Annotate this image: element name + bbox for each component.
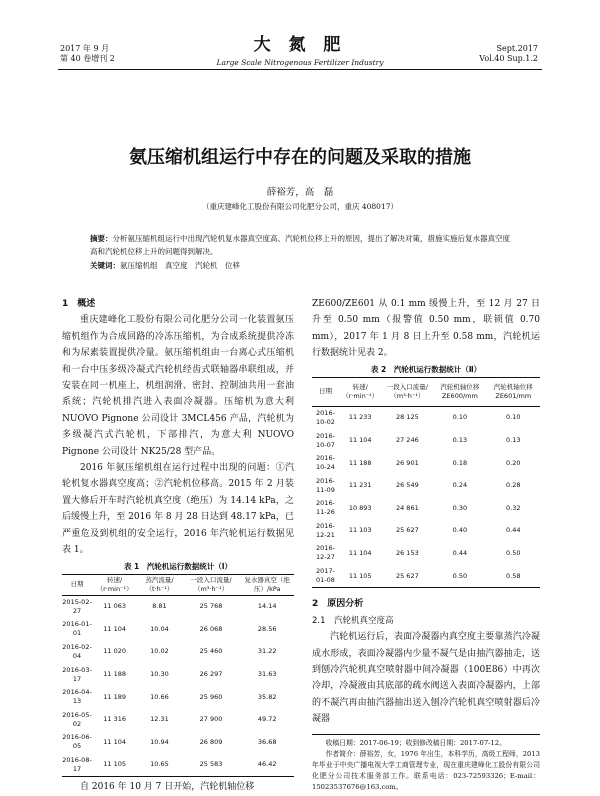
footnote-received: 收稿日期：2017-06-19；收到修改稿日期：2017-07-12。 (325, 738, 506, 747)
table-cell: 2016-05-02 (62, 710, 92, 728)
table-cell: 0.50 (433, 565, 486, 588)
footnote (312, 734, 540, 793)
table-cell: 24 861 (395, 503, 419, 512)
table-1-header-cell: 转速/（r·min⁻¹） (92, 574, 137, 595)
right-column (312, 296, 540, 793)
table-cell: 26 901 (395, 458, 419, 467)
table-cell: 25 768 (199, 602, 223, 611)
table-row (312, 406, 540, 429)
section-1-paragraph: 自 2016 年 10 月 7 日开始，汽轮机轴位移 (80, 782, 255, 793)
table-cell: 10 893 (348, 503, 372, 512)
table-row (312, 520, 540, 543)
table-cell: 26 068 (199, 624, 223, 633)
table-cell: 2016-02-04 (62, 642, 92, 660)
section-2-paragraph: 汽轮机运行后，表面冷凝器内真空度主要靠蒸汽冷凝成水形成，表面冷凝器内少量不凝气是由抽汽器抽走，送到刨冷汽轮机真空喷射器中间冷凝器（100E86）中再次冷却，冷凝液由其底部的疏水阀送入表面冷凝器内，上部的不凝汽再由抽汽器抽出送入刨冷汽轮机真空喷射器后冷凝器 (312, 632, 540, 725)
table-cell: 2016-06-05 (62, 733, 92, 751)
table-1-header-cell: 日期 (62, 574, 92, 595)
keywords-text: 氨压缩机组 真空度 汽轮机 位移 (120, 261, 240, 270)
table-cell: 11 020 (103, 647, 127, 656)
table-2-header-cell: 日期 (312, 377, 339, 406)
table-2-header-cell: 汽轮机轴位移 ZE600/mm (433, 377, 486, 406)
table-cell: 35.82 (257, 692, 277, 701)
table-row (312, 565, 540, 588)
header-rule (58, 69, 542, 70)
table-1 (62, 574, 294, 778)
issue-date: 2017 年 9 月 (60, 44, 110, 53)
table-row (312, 474, 540, 497)
table-row (62, 641, 294, 664)
table-cell: 2016-12-21 (316, 521, 335, 539)
table-cell: 49.72 (257, 715, 277, 724)
table-row (312, 429, 540, 452)
table-cell: 0.30 (452, 503, 468, 512)
table-cell: 31.63 (257, 670, 277, 679)
table-cell: 2016-03-17 (62, 665, 92, 683)
table-cell: 2016-11-26 (316, 499, 335, 517)
table-cell: 14.14 (257, 602, 277, 611)
table-cell: 27 900 (199, 715, 223, 724)
table-cell: 11 188 (348, 458, 372, 467)
table-cell: 0.10 (506, 413, 521, 422)
table-2-header-cell: 汽轮机轴位移 ZE601/mm (487, 377, 540, 406)
paper-affiliation: （重庆建峰化工股份有限公司化肥分公司，重庆 408017） (201, 202, 398, 211)
table-cell: 2016-01-01 (62, 620, 92, 638)
table-cell: 11 316 (103, 715, 127, 724)
table-cell: 25 583 (182, 754, 241, 777)
table-cell: 0.10 (452, 413, 468, 422)
table-cell: 0.58 (487, 565, 540, 588)
table-cell: 11 063 (103, 602, 127, 611)
table-cell: 11 105 (339, 565, 382, 588)
table-cell: 0.40 (452, 526, 468, 535)
abstract-text: 分析氨压缩机组运行中出现汽轮机复水器真空度高、汽轮机位移上升的原因，提出了解决对策，措施实施后复水器真空度高和汽轮机位移上升的问题得到解决。 (90, 234, 510, 256)
continued-paragraph: ZE600/ZE601 从 0.1 mm 缓慢上升，至 12 月 27 日升至 0.50 mm（报警值 0.50 mm，联锁值 0.70 mm），2017 年 1 月 8 日上升至 0.58 mm，汽轮机运行数据统计见表 2。 (312, 299, 540, 359)
table-2-header-row (312, 377, 540, 406)
table-1-header-cell: 蒸汽流量/（t·h⁻¹） (137, 574, 182, 595)
table-cell: 11 189 (103, 692, 127, 701)
section-1-paragraph: 重庆建峰化工股份有限公司化肥分公司一化装置氨压缩机组作为合成回路的冷冻压缩机，为合成系统提供冷冻和为尿素装置提供冷量。氨压缩机组由一台离心式压缩机和一台中压多级冷凝式汽轮机经齿式联轴器串联组成，并安装在同一机座上，机组润滑、密封、控制油共用一套油系统；汽轮机排汽进入表面冷凝器。压缩机为意大利 NUOVO Pignone 公司设计 3MCL456 产品，汽轮机为多级凝汽式汽轮机，下部排汽，为意大利 NUOVO Pignone 公司设计 NK25/28 型产品。 (62, 315, 294, 457)
keywords (90, 260, 510, 271)
table-row (62, 663, 294, 686)
table-cell: 0.20 (506, 458, 521, 467)
table-cell: 0.44 (452, 548, 468, 557)
table-cell: 27 246 (395, 436, 419, 445)
table-row (312, 542, 540, 565)
table-cell: 0.18 (452, 458, 468, 467)
table-cell: 25 627 (381, 565, 433, 588)
table-cell: 10.30 (150, 670, 169, 679)
footnote-author-bio: 作者简介：薛裕芳，女，1976 年出生，本科学历，高级工程师，2013 年毕业于中央广播电视大学工商管理专业，现在重庆建峰化工股份有限公司化肥分公司技术服务部工作。联系电话：023-72593326；E-mail：15023537676@163.com。 (312, 749, 540, 791)
table-2-caption: 表 2 汽轮机运行数据统计（Ⅱ） (370, 364, 482, 374)
section-2-heading: 2 原因分析 (312, 599, 364, 610)
table-row (62, 595, 294, 618)
table-row (62, 731, 294, 754)
journal-logo: 大 氮 肥 (253, 35, 347, 55)
table-cell: 26 297 (199, 670, 223, 679)
table-cell: 10.94 (150, 737, 169, 746)
table-1-header-cell: 一段入口流量/（m³·h⁻¹） (182, 574, 241, 595)
table-1-header-cell: 复水器真空（绝压）/kPa (240, 574, 294, 595)
table-cell: 11 104 (103, 624, 127, 633)
table-row (62, 618, 294, 641)
table-cell: 0.32 (506, 503, 521, 512)
table-cell: 0.50 (506, 548, 521, 557)
table-row (62, 708, 294, 731)
table-cell: 11 103 (348, 526, 372, 535)
table-row (62, 686, 294, 709)
table-cell: 31.22 (257, 647, 277, 656)
table-cell: 25 460 (199, 647, 223, 656)
table-2-header-cell: 转速/（r·min⁻¹） (339, 377, 382, 406)
issue-volume-en: Vol.40 Sup.1.2 (479, 54, 538, 63)
table-cell: 28 125 (395, 413, 419, 422)
section-1-heading: 1 概述 (62, 299, 96, 309)
table-cell: 26 809 (199, 737, 223, 746)
table-cell: 0.44 (506, 526, 521, 535)
table-2-header-cell: 一段入口流量/（m³·h⁻¹） (381, 377, 433, 406)
table-cell: 10.65 (137, 754, 182, 777)
table-cell: 36.68 (257, 737, 277, 746)
table-cell: 2016-08-17 (62, 754, 92, 777)
table-cell: 2016-11-09 (316, 476, 335, 494)
keywords-label: 关键词： (90, 261, 120, 270)
table-row (312, 452, 540, 475)
table-cell: 10.02 (150, 647, 169, 656)
table-cell: 11 105 (92, 754, 137, 777)
table-cell: 28.56 (257, 624, 277, 633)
table-cell: 26 153 (395, 548, 419, 557)
table-row (62, 754, 294, 777)
table-1-header-row (62, 574, 294, 595)
abstract-label: 摘要： (90, 234, 113, 243)
left-column (62, 296, 294, 796)
table-cell: 25 627 (395, 526, 419, 535)
table-cell: 2016-10-07 (316, 431, 335, 449)
journal-issue-en (479, 44, 538, 64)
issue-date-en: Sept.2017 (496, 44, 538, 53)
table-cell: 26 549 (395, 481, 419, 490)
table-cell: 2016-12-27 (316, 544, 335, 562)
section-2-1-heading: 2.1 汽轮机真空度高 (312, 615, 394, 626)
paper-title: 氨压缩机组运行中存在的问题及采取的措施 (129, 147, 471, 168)
table-cell: 11 104 (348, 548, 372, 557)
table-row (312, 497, 540, 520)
table-cell: 0.13 (452, 436, 468, 445)
table-cell: 12.31 (150, 715, 169, 724)
table-cell: 0.24 (452, 481, 468, 490)
table-cell: 10.04 (150, 624, 169, 633)
table-cell: 0.13 (506, 436, 521, 445)
table-2 (312, 377, 540, 589)
table-cell: 2015-02-27 (62, 597, 92, 615)
table-cell: 11 104 (348, 436, 372, 445)
journal-subtitle: Large Scale Nitrogenous Fertilizer Industry (216, 58, 384, 67)
paper-authors: 薛裕芳，高 磊 (266, 187, 334, 198)
table-cell: 2017-01-08 (312, 565, 339, 588)
table-cell: 2016-04-13 (62, 688, 92, 706)
table-cell: 11 104 (103, 737, 127, 746)
table-cell: 11 188 (103, 670, 127, 679)
issue-volume: 第 40 卷增刊 2 (60, 54, 115, 63)
table-cell: 8.81 (152, 602, 167, 611)
table-cell: 46.42 (240, 754, 294, 777)
table-cell: 10.66 (150, 692, 169, 701)
table-cell: 11 231 (348, 481, 372, 490)
table-cell: 2016-10-02 (316, 408, 335, 426)
table-1-caption: 表 1 汽轮机运行数据统计（Ⅰ） (123, 561, 233, 571)
table-cell: 25 960 (199, 692, 223, 701)
table-cell: 11 233 (348, 413, 372, 422)
section-1-paragraph: 2016 年氨压缩机组在运行过程中出现的问题：①汽轮机复水器真空度高；②汽轮机位移高。2015 年 2 月装置大修后开车时汽轮机真空度（绝压）为 14.14 kPa，之后缓慢上升，至 2016 年 8 月 28 日达到 48.17 kPa，已严重危及到机组的安全运行，2016 年汽轮机运行数据见表 1。 (62, 463, 294, 556)
abstract (90, 232, 510, 258)
table-cell: 2016-10-24 (316, 454, 335, 472)
table-cell: 0.28 (506, 481, 521, 490)
